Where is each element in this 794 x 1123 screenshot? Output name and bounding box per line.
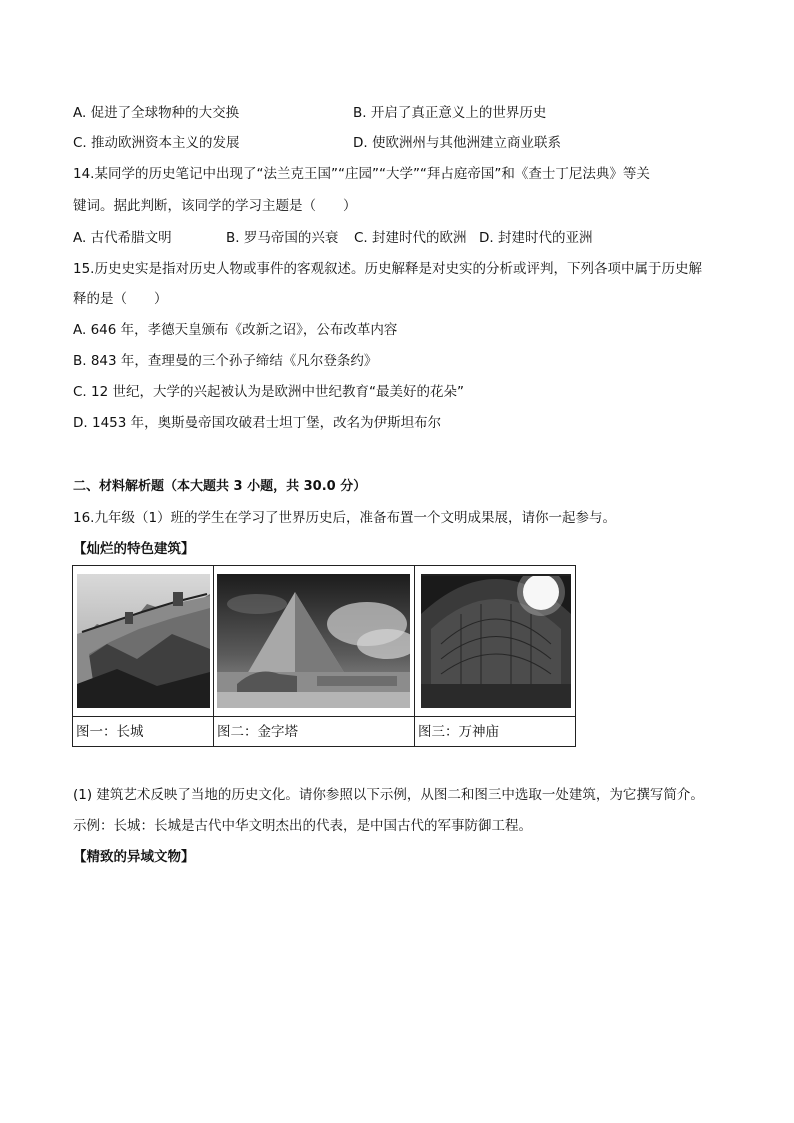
- caption-pantheon: 图三：万神庙: [418, 724, 499, 740]
- q14-stem-line2: 键词。据此判断，该同学的学习主题是（ ）: [73, 198, 357, 214]
- caption-great-wall: 图一：长城: [76, 724, 144, 740]
- q16-subheading-architecture: 【灿烂的特色建筑】: [73, 541, 195, 557]
- q13-option-d: D. 使欧洲州与其他洲建立商业联系: [353, 135, 561, 151]
- q14-option-d: D. 封建时代的亚洲: [479, 230, 593, 246]
- section-heading: 二、材料解析题（本大题共 3 小题，共 30.0 分）: [73, 479, 367, 494]
- q15-option-b: B. 843 年，查理曼的三个孙子缔结《凡尔登条约》: [73, 353, 378, 369]
- great-wall-photo: [77, 574, 210, 708]
- q16-question-1: (1) 建筑艺术反映了当地的历史文化。请你参照以下示例，从图二和图三中选取一处建筑，为它撰写简介。: [73, 787, 704, 803]
- pyramid-photo: [217, 574, 410, 708]
- q15-option-a: A. 646 年，孝德天皇颁布《改新之诏》，公布改革内容: [73, 322, 398, 338]
- q15-option-c: C. 12 世纪，大学的兴起被认为是欧洲中世纪教育“最美好的花朵”: [73, 384, 464, 400]
- q14-option-a: A. 古代希腊文明: [73, 230, 172, 246]
- pantheon-photo: [421, 574, 571, 708]
- q13-option-b: B. 开启了真正意义上的世界历史: [353, 105, 547, 121]
- architecture-table: [72, 565, 576, 747]
- q13-option-a: A. 促进了全球物种的大交换: [73, 105, 240, 121]
- q14-stem-line1: 14.某同学的历史笔记中出现了“法兰克王国”“庄园”“大学”“拜占庭帝国”和《查士丁尼法典》等关: [73, 166, 650, 182]
- q16-example: 示例：长城：长城是古代中华文明杰出的代表，是中国古代的军事防御工程。: [73, 818, 532, 834]
- caption-pyramid: 图二：金字塔: [217, 724, 298, 740]
- q16-subheading-artifacts: 【精致的异域文物】: [73, 849, 195, 865]
- q15-option-d: D. 1453 年，奥斯曼帝国攻破君士坦丁堡，改名为伊斯坦布尔: [73, 415, 442, 431]
- q13-option-c: C. 推动欧洲资本主义的发展: [73, 135, 240, 151]
- q16-intro: 16.九年级（1）班的学生在学习了世界历史后，准备布置一个文明成果展，请你一起参与。: [73, 510, 617, 526]
- q14-option-c: C. 封建时代的欧洲: [354, 230, 467, 246]
- q15-stem-line1: 15.历史史实是指对历史人物或事件的客观叙述。历史解释是对史实的分析或评判，下列各项中属于历史解: [73, 261, 702, 277]
- q14-option-b: B. 罗马帝国的兴衰: [226, 230, 339, 246]
- q15-stem-line2: 释的是（ ）: [73, 291, 168, 307]
